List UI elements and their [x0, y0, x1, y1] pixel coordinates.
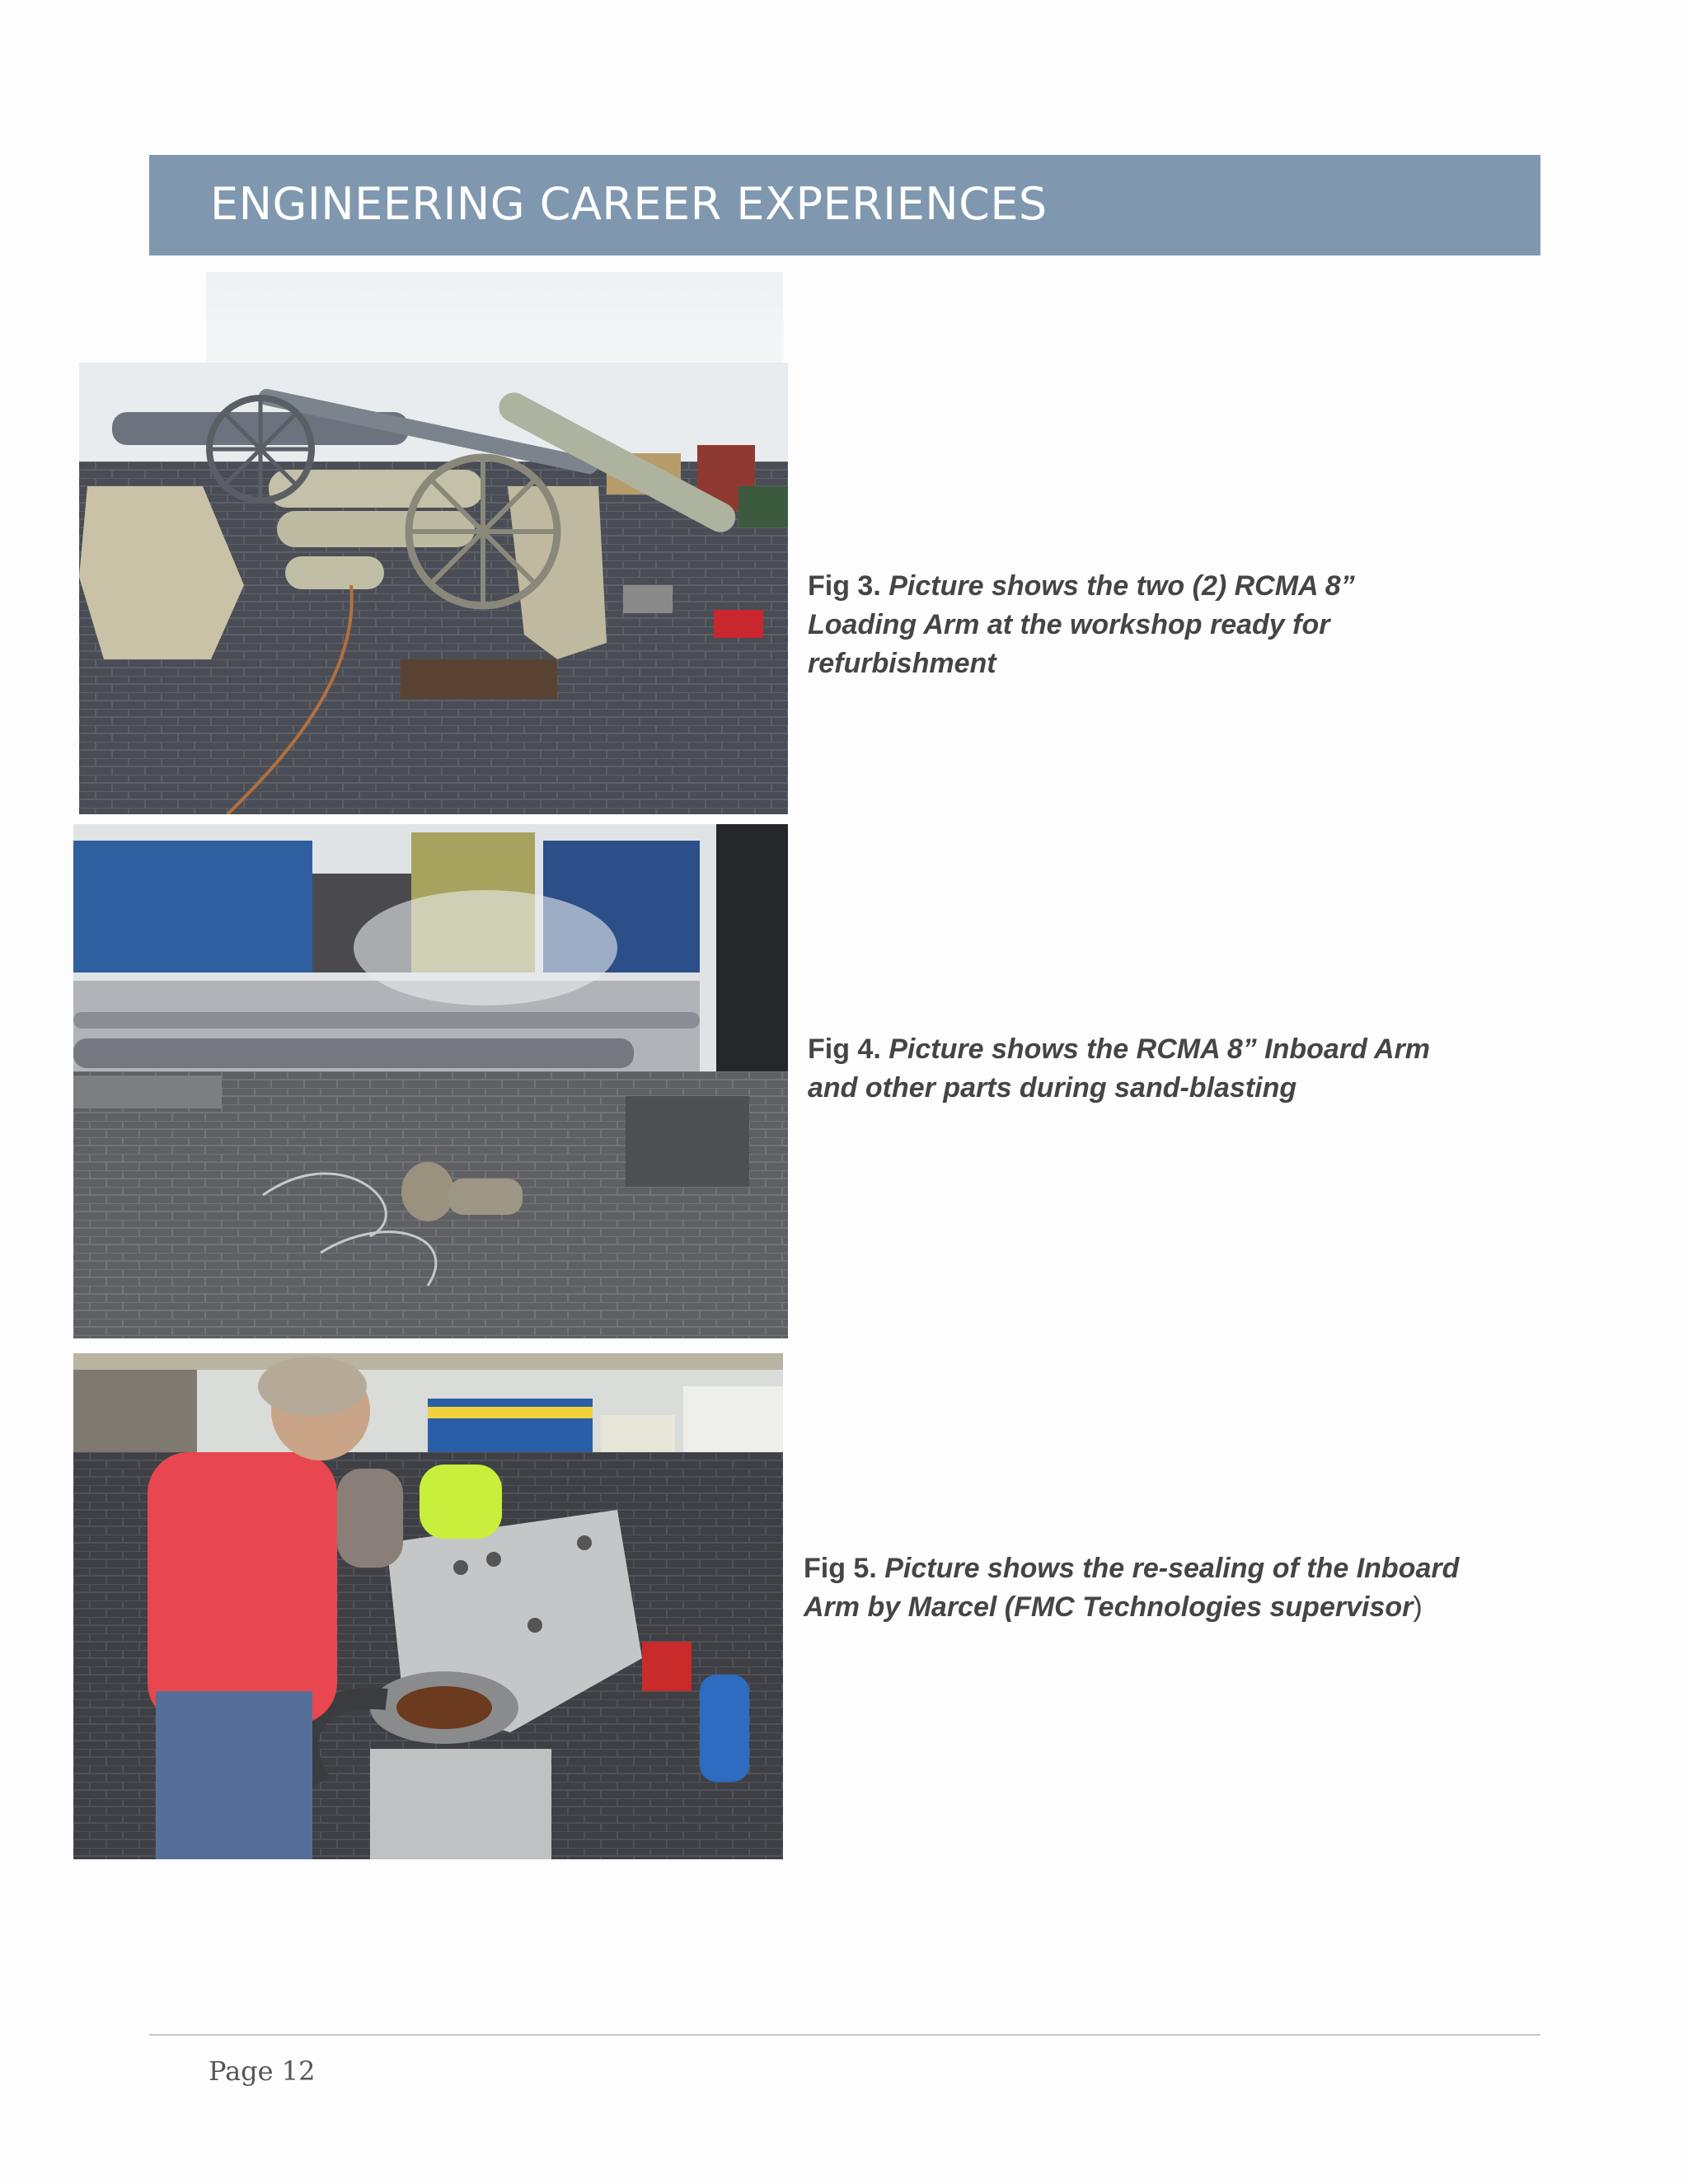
figure-4-caption — [808, 1030, 1467, 1108]
re-sealing-illustration — [73, 1353, 783, 1859]
section-header-band — [149, 155, 1540, 255]
page-number: Page 12 — [209, 2055, 316, 2087]
figure-3-label-sep: . — [873, 570, 881, 602]
figure-5-photo — [73, 1353, 783, 1859]
figure-3-label: Fig 3 — [808, 570, 874, 602]
figure-3-description: Picture shows the two (2) RCMA 8” Loading Arm at the workshop ready for refurbishment — [808, 570, 1355, 679]
figure-4-label-sep: . — [873, 1033, 881, 1065]
footer-divider — [149, 2034, 1540, 2036]
sand-blasting-illustration — [73, 824, 788, 1338]
figure-5-label: Fig 5 — [804, 1553, 870, 1584]
figure-4-photo — [73, 824, 788, 1338]
figure-3-photo — [79, 363, 788, 814]
figure-4-description: Picture shows the RCMA 8” Inboard Arm and other parts during sand-blasting — [808, 1033, 1431, 1104]
figure-5-label-sep: . — [869, 1553, 877, 1584]
section-title: ENGINEERING CAREER EXPERIENCES — [210, 178, 1048, 230]
figure-3-caption — [808, 567, 1467, 683]
figure-5-tail: ) — [1413, 1591, 1423, 1623]
figure-4-label: Fig 4 — [808, 1033, 874, 1065]
loading-arm-illustration — [79, 363, 788, 814]
figure-5-description: Picture shows the re-sealing of the Inboard Arm by Marcel (FMC Technologies supervisor — [804, 1553, 1460, 1623]
figure-5-caption — [804, 1549, 1463, 1627]
